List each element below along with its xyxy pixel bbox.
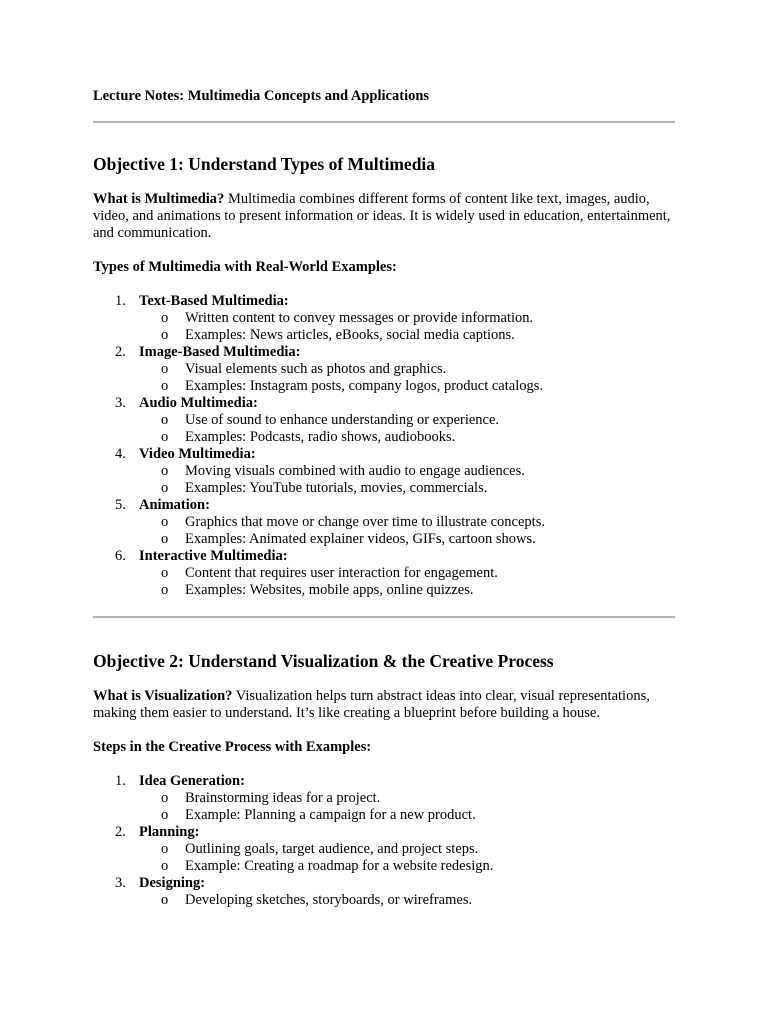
sub-bullet-text: Brainstorming ideas for a project.	[185, 790, 381, 806]
list-item	[93, 773, 675, 824]
sub-bullet-item	[139, 858, 675, 875]
bullet-icon: o	[161, 892, 169, 908]
sub-bullet-list	[139, 310, 675, 344]
sub-bullet-item	[139, 480, 675, 497]
intro-label: What is Multimedia?	[93, 191, 225, 207]
list-item	[93, 395, 675, 446]
bullet-icon: o	[161, 412, 169, 428]
bullet-icon: o	[161, 429, 169, 445]
sub-bullet-list	[139, 412, 675, 446]
list-subheading: Steps in the Creative Process with Examples:	[93, 739, 372, 755]
horizontal-rule	[93, 121, 675, 123]
intro-paragraph	[93, 191, 675, 242]
bullet-icon: o	[161, 514, 169, 530]
sub-bullet-text: Written content to convey messages or provide information.	[185, 310, 534, 326]
list-item-title: Video Multimedia:	[139, 446, 256, 462]
list-item-title: Animation:	[139, 497, 210, 513]
numbered-list	[93, 773, 675, 909]
bullet-icon: o	[161, 807, 169, 823]
bullet-icon: o	[161, 841, 169, 857]
sub-bullet-text: Examples: Websites, mobile apps, online quizzes.	[185, 582, 474, 598]
bullet-icon: o	[161, 310, 169, 326]
bullet-icon: o	[161, 582, 169, 598]
sub-bullet-item	[139, 429, 675, 446]
sub-bullet-text: Outlining goals, target audience, and project steps.	[185, 841, 479, 857]
list-item	[93, 293, 675, 344]
bullet-icon: o	[161, 327, 169, 343]
sub-bullet-item	[139, 807, 675, 824]
sub-bullet-list	[139, 565, 675, 599]
list-item-number: 1.	[115, 773, 126, 789]
sub-bullet-item	[139, 841, 675, 858]
list-item-number: 5.	[115, 497, 126, 513]
bullet-icon: o	[161, 378, 169, 394]
list-item	[93, 344, 675, 395]
list-item	[93, 446, 675, 497]
bullet-icon: o	[161, 858, 169, 874]
list-item-number: 6.	[115, 548, 126, 564]
section-heading: Objective 1: Understand Types of Multimedia	[93, 154, 436, 174]
sub-bullet-item	[139, 378, 675, 395]
sub-bullet-item	[139, 514, 675, 531]
sub-bullet-text: Moving visuals combined with audio to engage audiences.	[185, 463, 525, 479]
horizontal-rule	[93, 616, 675, 618]
intro-text: Multimedia combines different forms of content like text, images, audio, video, and animations to present information or ideas. It is widely used in education, entertainment, and communication.	[93, 191, 671, 241]
sub-bullet-item	[139, 361, 675, 378]
list-item-number: 3.	[115, 395, 126, 411]
list-item	[93, 824, 675, 875]
intro-label: What is Visualization?	[93, 688, 233, 704]
sub-bullet-text: Content that requires user interaction for engagement.	[185, 565, 498, 581]
sub-bullet-list	[139, 841, 675, 875]
sub-bullet-text: Use of sound to enhance understanding or experience.	[185, 412, 500, 428]
sub-bullet-text: Example: Planning a campaign for a new product.	[185, 807, 476, 823]
sub-bullet-item	[139, 565, 675, 582]
sub-bullet-list	[139, 514, 675, 548]
list-item-title: Text-Based Multimedia:	[139, 293, 289, 309]
sub-bullet-text: Examples: Instagram posts, company logos, product catalogs.	[185, 378, 543, 394]
sub-bullet-item	[139, 531, 675, 548]
sub-bullet-text: Example: Creating a roadmap for a website redesign.	[185, 858, 494, 874]
list-item	[93, 548, 675, 599]
sub-bullet-list	[139, 892, 675, 909]
bullet-icon: o	[161, 361, 169, 377]
list-item-title: Audio Multimedia:	[139, 395, 258, 411]
section-objective-2	[93, 651, 675, 909]
list-item	[93, 497, 675, 548]
sub-bullet-list	[139, 463, 675, 497]
sub-bullet-item	[139, 327, 675, 344]
list-item-title: Designing:	[139, 875, 206, 891]
bullet-icon: o	[161, 565, 169, 581]
intro-text: Visualization helps turn abstract ideas into clear, visual representations, making them easier to understand. It’s like creating a blueprint before building a house.	[93, 688, 650, 721]
list-item-title: Planning:	[139, 824, 200, 840]
sub-bullet-text: Graphics that move or change over time to illustrate concepts.	[185, 514, 545, 530]
sub-bullet-item	[139, 892, 675, 909]
bullet-icon: o	[161, 531, 169, 547]
sub-bullet-text: Developing sketches, storyboards, or wireframes.	[185, 892, 473, 908]
list-item-number: 3.	[115, 875, 126, 891]
list-subheading: Types of Multimedia with Real-World Examples:	[93, 259, 397, 275]
sub-bullet-item	[139, 412, 675, 429]
list-item-number: 2.	[115, 344, 126, 360]
bullet-icon: o	[161, 790, 169, 806]
sub-bullet-item	[139, 790, 675, 807]
list-item-number: 1.	[115, 293, 126, 309]
bullet-icon: o	[161, 480, 169, 496]
sub-bullet-item	[139, 310, 675, 327]
sub-bullet-item	[139, 463, 675, 480]
section-objective-1	[93, 154, 675, 599]
list-item-title: Idea Generation:	[139, 773, 245, 789]
sub-bullet-text: Examples: YouTube tutorials, movies, commercials.	[185, 480, 488, 496]
sub-bullet-text: Examples: News articles, eBooks, social media captions.	[185, 327, 515, 343]
document-title: Lecture Notes: Multimedia Concepts and Applications	[93, 88, 430, 104]
sub-bullet-text: Visual elements such as photos and graphics.	[185, 361, 447, 377]
list-item-title: Interactive Multimedia:	[139, 548, 288, 564]
sub-bullet-list	[139, 361, 675, 395]
sub-bullet-text: Examples: Animated explainer videos, GIFs, cartoon shows.	[185, 531, 536, 547]
bullet-icon: o	[161, 463, 169, 479]
intro-paragraph	[93, 688, 675, 722]
numbered-list	[93, 293, 675, 599]
sub-bullet-item	[139, 582, 675, 599]
list-item-number: 2.	[115, 824, 126, 840]
list-item-number: 4.	[115, 446, 126, 462]
list-item-title: Image-Based Multimedia:	[139, 344, 301, 360]
sub-bullet-text: Examples: Podcasts, radio shows, audiobooks.	[185, 429, 456, 445]
sub-bullet-list	[139, 790, 675, 824]
list-item	[93, 875, 675, 909]
section-heading: Objective 2: Understand Visualization & the Creative Process	[93, 651, 554, 671]
